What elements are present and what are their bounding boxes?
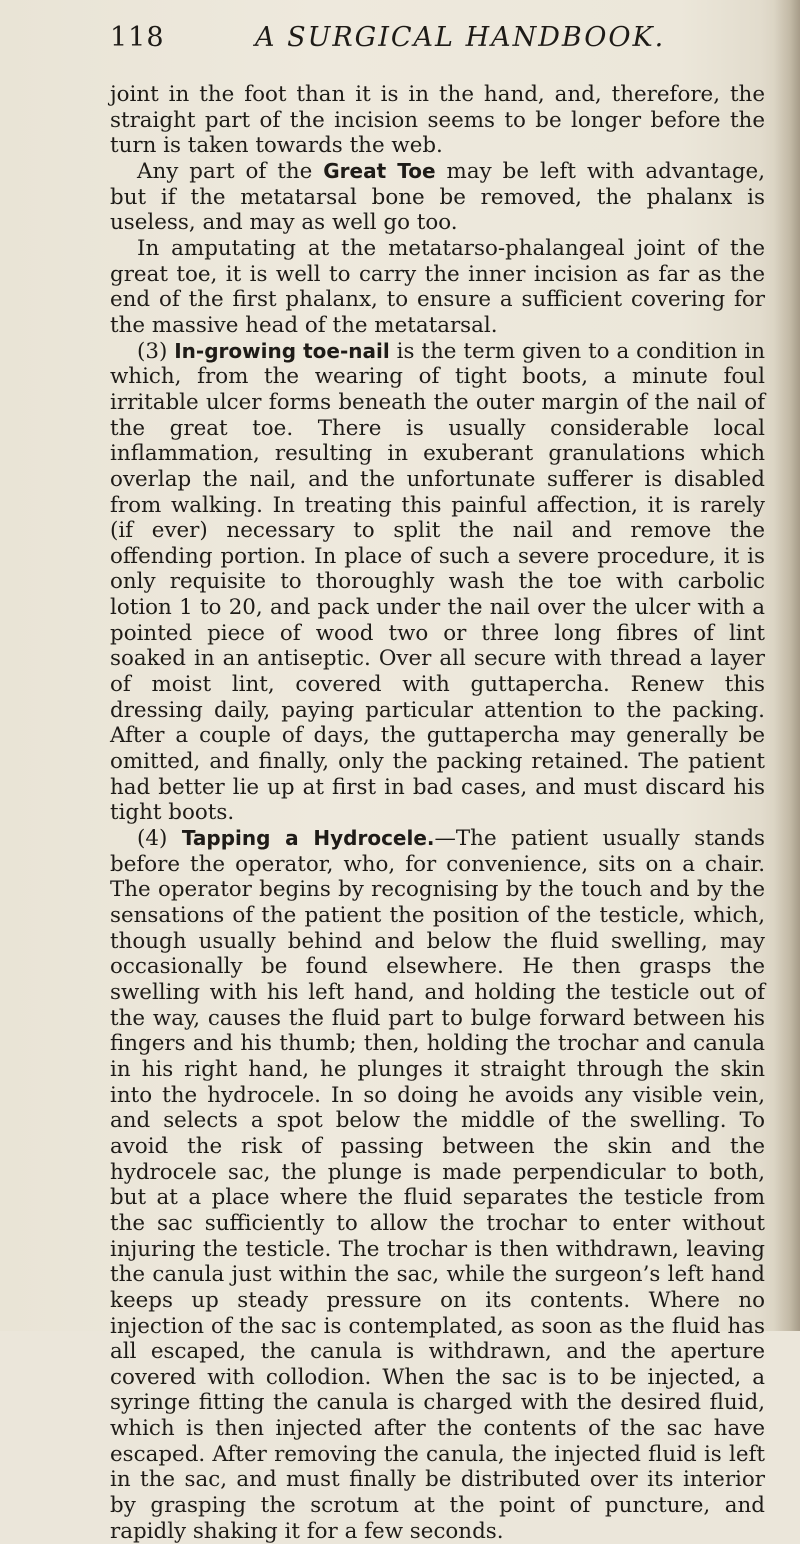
page-header — [110, 22, 760, 62]
paragraph-continuation: joint in the foot than it is in the hand, and, therefore, the straight part of the incision seems to be longer before the turn is taken towards the web. — [110, 82, 765, 159]
page-number: 118 — [110, 22, 165, 53]
term-great-toe: Great Toe — [323, 158, 436, 183]
body-text — [110, 82, 765, 1544]
term-tapping-hydrocele: Tapping a Hydrocele. — [181, 826, 435, 851]
section-number: (3) — [137, 338, 175, 364]
paragraph-text: Any part of the — [137, 158, 324, 184]
paragraph-great-toe — [110, 159, 765, 236]
page-edge-shadow — [774, 0, 800, 1331]
paragraph-text: —The patient usually stands before the operator, who, for convenience, sits on a chair. The operator begins by recognising by the touch and by the sensations of the patient the position of the testicle, which, though usually behind and below the fluid swelling, may occasionally be found elsewhere. He then grasps the swelling with his left hand, and holding the testicle out of the way, causes the fluid part to bulge forward between his fingers and his thumb; then, holding the trochar and canula in his right hand, he plunges it straight through the skin into the hydrocele. In so doing he avoids any visible vein, and selects a spot below the middle of the swelling. To avoid the risk of passing between the skin and the hydrocele sac, the plunge is made perpendicular to both, but at a place where the fluid separates the testicle from the sac sufficiently to allow the trochar to enter without injuring the testicle. The trochar is then withdrawn, leaving the canula just within the sac, while the surgeon’s left hand keeps up steady pressure on its contents. Where no injection of the sac is contemplated, as soon as the fluid has all escaped, the canula is withdrawn, and the aperture covered with collodion. When the sac is to be injected, a syringe fitting the canula is charged with the desired fluid, which is then injected after the contents of the sac have escaped. After removing the canula, the injected fluid is left in the sac, and must finally be distributed over its interior by grasping the scrotum at the point of puncture, and rapidly shaking it for a few seconds. — [110, 826, 765, 1544]
section-number: (4) — [137, 826, 182, 852]
running-title: A SURGICAL HANDBOOK. — [255, 22, 666, 53]
paragraph-tapping-hydrocele — [110, 826, 765, 1544]
paragraph-text: is the term given to a condition in which, from the wearing of tight boots, a minute foul irritable ulcer forms beneath the outer margin of the nail of the great toe. There is usually considerable local inflammation, resulting in exuberant granulations which overlap the nail, and the unfortunate sufferer is disabled from walking. In treating this painful affection, it is rarely (if ever) necessary to split the nail and remove the offending portion. In place of such a severe procedure, it is only requisite to thoroughly wash the toe with carbolic lotion 1 to 20, and pack under the nail over the ulcer with a pointed piece of wood two or three long fibres of lint soaked in an antiseptic. Over all secure with thread a layer of moist lint, covered with guttapercha. Renew this dressing daily, paying particular attention to the packing. After a couple of days, the guttapercha may generally be omitted, and finally, only the packing retained. The patient had better lie up at first in bad cases, and must discard his tight boots. — [110, 338, 765, 826]
term-in-growing-toe-nail: In-growing toe-nail — [174, 338, 390, 363]
paragraph-text: may be left with advantage, but if the metatarsal bone be removed, the phalanx is useless, and may as well go too. — [110, 158, 765, 236]
paragraph-in-growing-toe-nail — [110, 339, 765, 826]
paragraph-metatarso-phalangeal: In amputating at the metatarso-phalangeal joint of the great toe, it is well to carry the inner incision as far as the end of the first phalanx, to ensure a sufficient covering for the massive head of the metatarsal. — [110, 235, 765, 338]
